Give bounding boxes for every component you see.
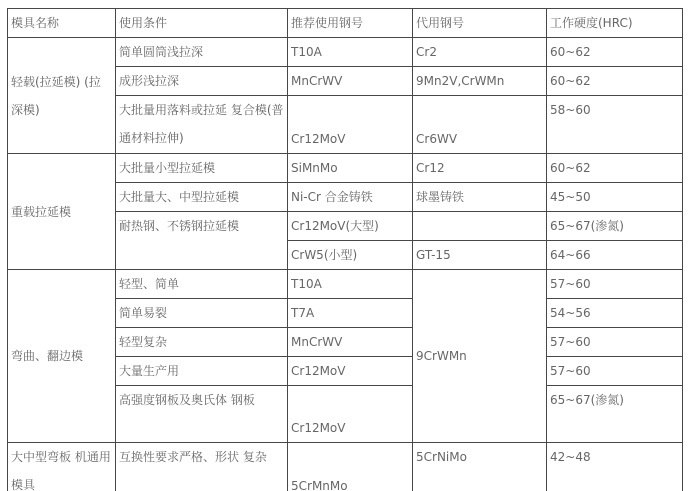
cell-hardness: 57~60 [547, 328, 683, 357]
cell-condition: 高强度钢板及奥氏体 钢板 [116, 386, 288, 443]
cell-hardness: 58~60 [547, 96, 683, 154]
cell-substitute-steel: Cr2 [413, 38, 547, 67]
cell-recommended-steel: Cr12MoV [288, 386, 413, 443]
table-header-row [8, 9, 683, 38]
cell-hardness: 60~62 [547, 67, 683, 96]
column-header-condition: 使用条件 [116, 9, 288, 38]
cell-recommended-steel: Ni-Cr 合金铸铁 [288, 183, 413, 212]
cell-hardness: 64~66 [547, 241, 683, 270]
cell-recommended-steel: T7A [288, 299, 413, 328]
cell-hardness: 60~62 [547, 154, 683, 183]
cell-condition: 大批量小型拉延模 [116, 154, 288, 183]
cell-hardness: 60~62 [547, 38, 683, 67]
cell-hardness: 57~60 [547, 357, 683, 386]
cell-substitute-steel: 9Mn2V,CrWMn [413, 67, 547, 96]
cell-substitute-steel: 5CrNiMo [413, 443, 547, 491]
cell-mold-name: 弯曲、翻边模 [8, 270, 116, 443]
column-header-substitute-steel: 代用钢号 [413, 9, 547, 38]
cell-substitute-steel: 球墨铸铁 [413, 183, 547, 212]
cell-substitute-steel: Cr6WV [413, 96, 547, 154]
table-row [8, 154, 683, 183]
cell-condition: 简单圆筒浅拉深 [116, 38, 288, 67]
column-header-mold-name: 模具名称 [8, 9, 116, 38]
cell-recommended-steel: CrW5(小型) [288, 241, 413, 270]
cell-hardness: 45~50 [547, 183, 683, 212]
cell-recommended-steel: Cr12MoV [288, 96, 413, 154]
cell-recommended-steel: MnCrWV [288, 67, 413, 96]
cell-recommended-steel: T10A [288, 38, 413, 67]
cell-condition: 互换性要求严格、形状 复杂 [116, 443, 288, 491]
cell-condition: 大批量用落料或拉延 复合模(普通材料拉伸) [116, 96, 288, 154]
cell-hardness: 54~56 [547, 299, 683, 328]
cell-mold-name: 大中型弯板 机通用模具 [8, 443, 116, 491]
cell-mold-name: 轻载(拉延模) (拉深模) [8, 38, 116, 154]
cell-substitute-steel: Cr12 [413, 154, 547, 183]
column-header-recommended-steel: 推荐使用钢号 [288, 9, 413, 38]
cell-condition: 成形浅拉深 [116, 67, 288, 96]
cell-condition: 耐热钢、不锈钢拉延模 [116, 212, 288, 270]
column-header-hardness: 工作硬度(HRC) [547, 9, 683, 38]
cell-hardness: 42~48 [547, 443, 683, 491]
cell-recommended-steel: 5CrMnMo [288, 443, 413, 491]
cell-substitute-steel: GT-15 [413, 241, 547, 270]
table-row [8, 270, 683, 299]
cell-mold-name: 重载拉延模 [8, 154, 116, 270]
cell-substitute-steel [413, 212, 547, 241]
cell-hardness: 65~67(渗氮) [547, 386, 683, 443]
table-row [8, 38, 683, 67]
die-steel-selection-table [7, 8, 683, 491]
cell-condition: 轻型复杂 [116, 328, 288, 357]
cell-recommended-steel: Cr12MoV(大型) [288, 212, 413, 241]
cell-recommended-steel: T10A [288, 270, 413, 299]
cell-recommended-steel: Cr12MoV [288, 357, 413, 386]
cell-condition: 轻型、简单 [116, 270, 288, 299]
cell-hardness: 57~60 [547, 270, 683, 299]
cell-condition: 大批量大、中型拉延模 [116, 183, 288, 212]
cell-condition: 大量生产用 [116, 357, 288, 386]
cell-hardness: 65~67(渗氮) [547, 212, 683, 241]
cell-substitute-steel: 9CrWMn [413, 270, 547, 443]
cell-recommended-steel: SiMnMo [288, 154, 413, 183]
cell-condition: 简单易裂 [116, 299, 288, 328]
table-row [8, 443, 683, 491]
cell-recommended-steel: MnCrWV [288, 328, 413, 357]
